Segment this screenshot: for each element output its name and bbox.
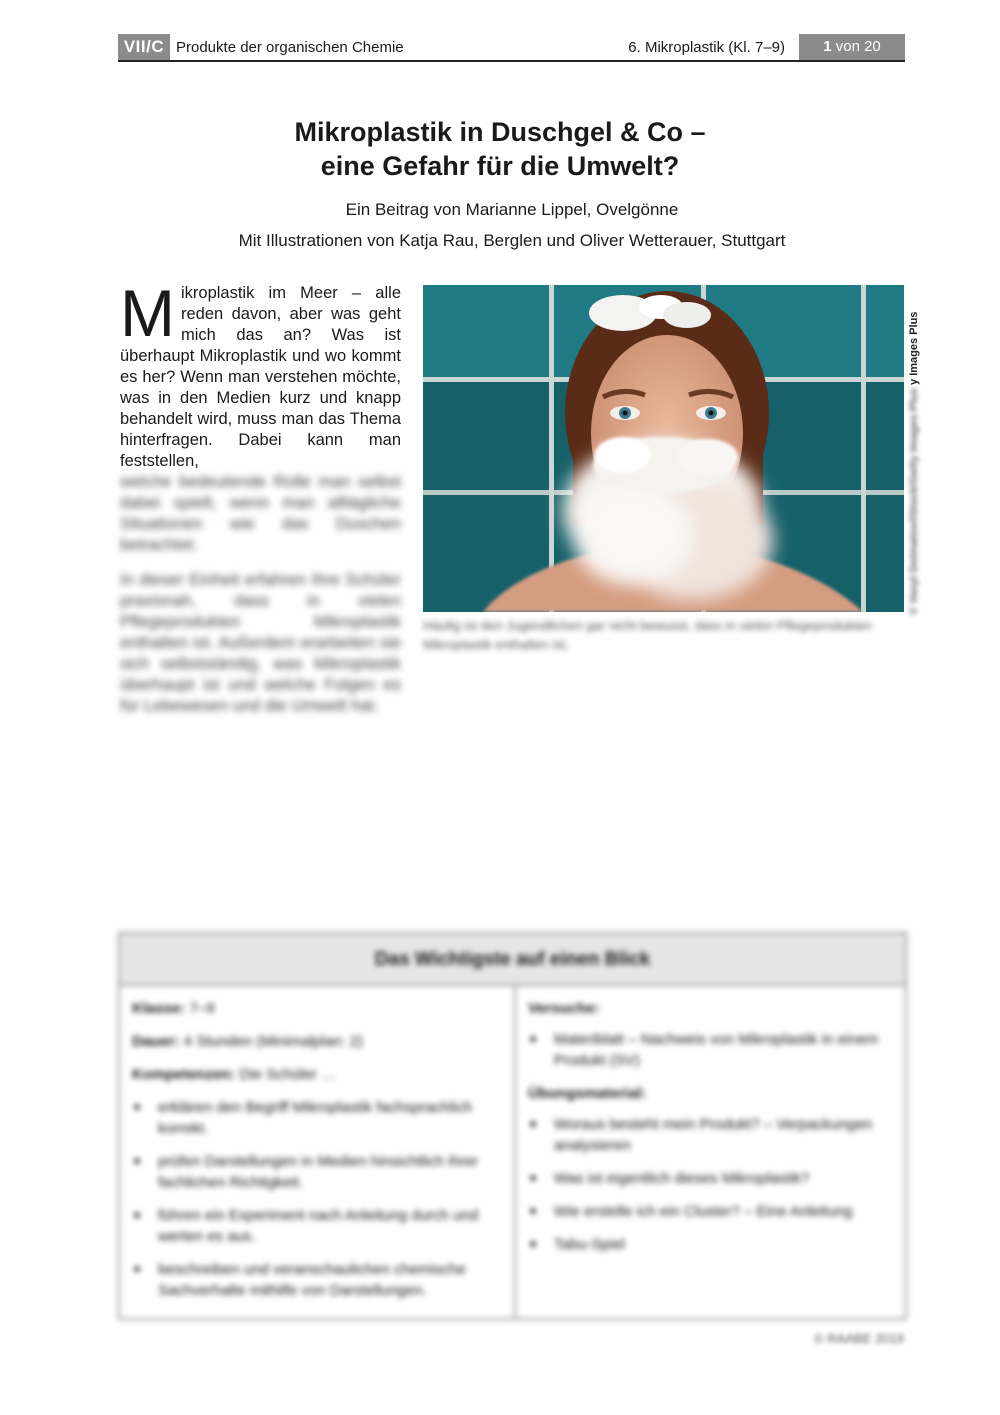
- photo-woman-showering: [423, 285, 904, 612]
- header-rule: [118, 60, 905, 62]
- photo-caption: Häufig ist den Jugendlichen gar nicht bewusst, dass in vielen Pflegeprodukten Mikroplastik enthalten ist.: [423, 618, 872, 652]
- dauer-label: Dauer:: [132, 1033, 180, 1050]
- list-item: ■ Wie erstelle ich ein Cluster? – Eine Anleitung: [528, 1201, 893, 1222]
- summary-left-column: [120, 986, 516, 1318]
- uebung-label: Übungsmaterial:: [528, 1085, 647, 1102]
- list-item: ■ Materiblatt – Nachweis von Mikroplastik in einem Produkt (SV): [528, 1029, 893, 1071]
- page-header: [118, 34, 905, 62]
- klasse-label: Klasse:: [132, 1000, 186, 1017]
- page-indicator: [799, 34, 905, 60]
- page-current: 1: [823, 38, 832, 55]
- unit-title: 6. Mikroplastik (Kl. 7–9): [628, 39, 785, 56]
- illustrations-line: Mit Illustrationen von Katja Rau, Berglen und Oliver Wetterauer, Stuttgart: [238, 231, 786, 250]
- intro-paragraph-blurred: welche bedeutende Rolle man selbst dabei spielt, wenn man alltägliche Situationen wie das Duschen betrachtet.: [120, 473, 401, 554]
- intro-text: [120, 276, 401, 717]
- klasse-row: [132, 998, 502, 1019]
- list-item: ■ erklären den Begriff Mikroplastik fachsprachlich korrekt.: [132, 1097, 502, 1139]
- summary-box: [118, 932, 907, 1320]
- copyright-footer: © RAABE 2019: [814, 1331, 904, 1346]
- kompetenzen-label: Kompetenzen:: [132, 1066, 236, 1083]
- dauer-value: 4 Stunden (Minimalplan: 2): [179, 1033, 363, 1050]
- article-title: [100, 115, 900, 183]
- kompetenzen-list: [132, 1097, 502, 1301]
- list-item: ■ Tabu-Spiel: [528, 1234, 893, 1255]
- summary-heading: Das Wichtigste auf einen Blick: [120, 934, 905, 986]
- kompetenzen-row: [132, 1064, 502, 1085]
- list-item: ■ führen ein Experiment nach Anleitung durch und werten es aus.: [132, 1205, 502, 1247]
- list-item: ■ beschreiben und veranschaulichen chemische Sachverhalte mithilfe von Darstellungen.: [132, 1259, 502, 1301]
- klasse-value: 7–9: [185, 1000, 215, 1017]
- subject-title: Produkte der organischen Chemie: [176, 39, 404, 56]
- list-item: ■ Was ist eigentlich dieses Mikroplastik?: [528, 1168, 893, 1189]
- page-total: von 20: [831, 38, 881, 55]
- summary-right-column: [516, 986, 905, 1318]
- dauer-row: [132, 1031, 502, 1052]
- section-badge: VII/C: [118, 34, 170, 60]
- intro-paragraph-2-blurred: In dieser Einheit erfahren Ihre Schüler praxisnah, dass in vielen Pflegeprodukten Mikroplastik enthalten ist. Außerdem erarbeiten sie sich selbstständig, was Mikroplastik überhaupt ist und welche Folgen es für Lebewesen und die Umwelt hat.: [120, 571, 401, 715]
- versuche-list: [528, 1029, 893, 1071]
- drop-cap: M: [120, 276, 175, 350]
- photo-credit: [904, 311, 926, 615]
- author-line: Ein Beitrag von Marianne Lippel, Ovelgönne: [345, 200, 679, 219]
- photo-credit-blurred: © Vasyl Dolmatov/iStock/Getty Images Plus: [908, 388, 920, 615]
- list-item: ■ prüfen Darstellungen in Medien hinsichtlich ihrer fachlichen Richtigkeit.: [132, 1151, 502, 1193]
- title-line-1: Mikroplastik in Duschgel & Co –: [294, 117, 706, 147]
- kompetenzen-value: Die Schüler …: [235, 1066, 337, 1083]
- versuche-label: Versuche:: [528, 1000, 600, 1017]
- uebung-list: [528, 1114, 893, 1255]
- intro-paragraph: ikroplastik im Meer – alle reden davon, aber was geht mich das an? Was ist überhaupt Mikroplastik und wo kommt es her? Wenn man verstehen möchte, was in den Medien kurz und knapp behandelt wird, muss man das Thema hinterfragen. Dabei kann man feststellen,: [120, 284, 401, 470]
- title-line-2: eine Gefahr für die Umwelt?: [320, 151, 680, 181]
- list-item: ■ Woraus besteht mein Produkt? – Verpackungen analysieren: [528, 1114, 893, 1156]
- photo-credit-visible: y Images Plus: [908, 311, 920, 385]
